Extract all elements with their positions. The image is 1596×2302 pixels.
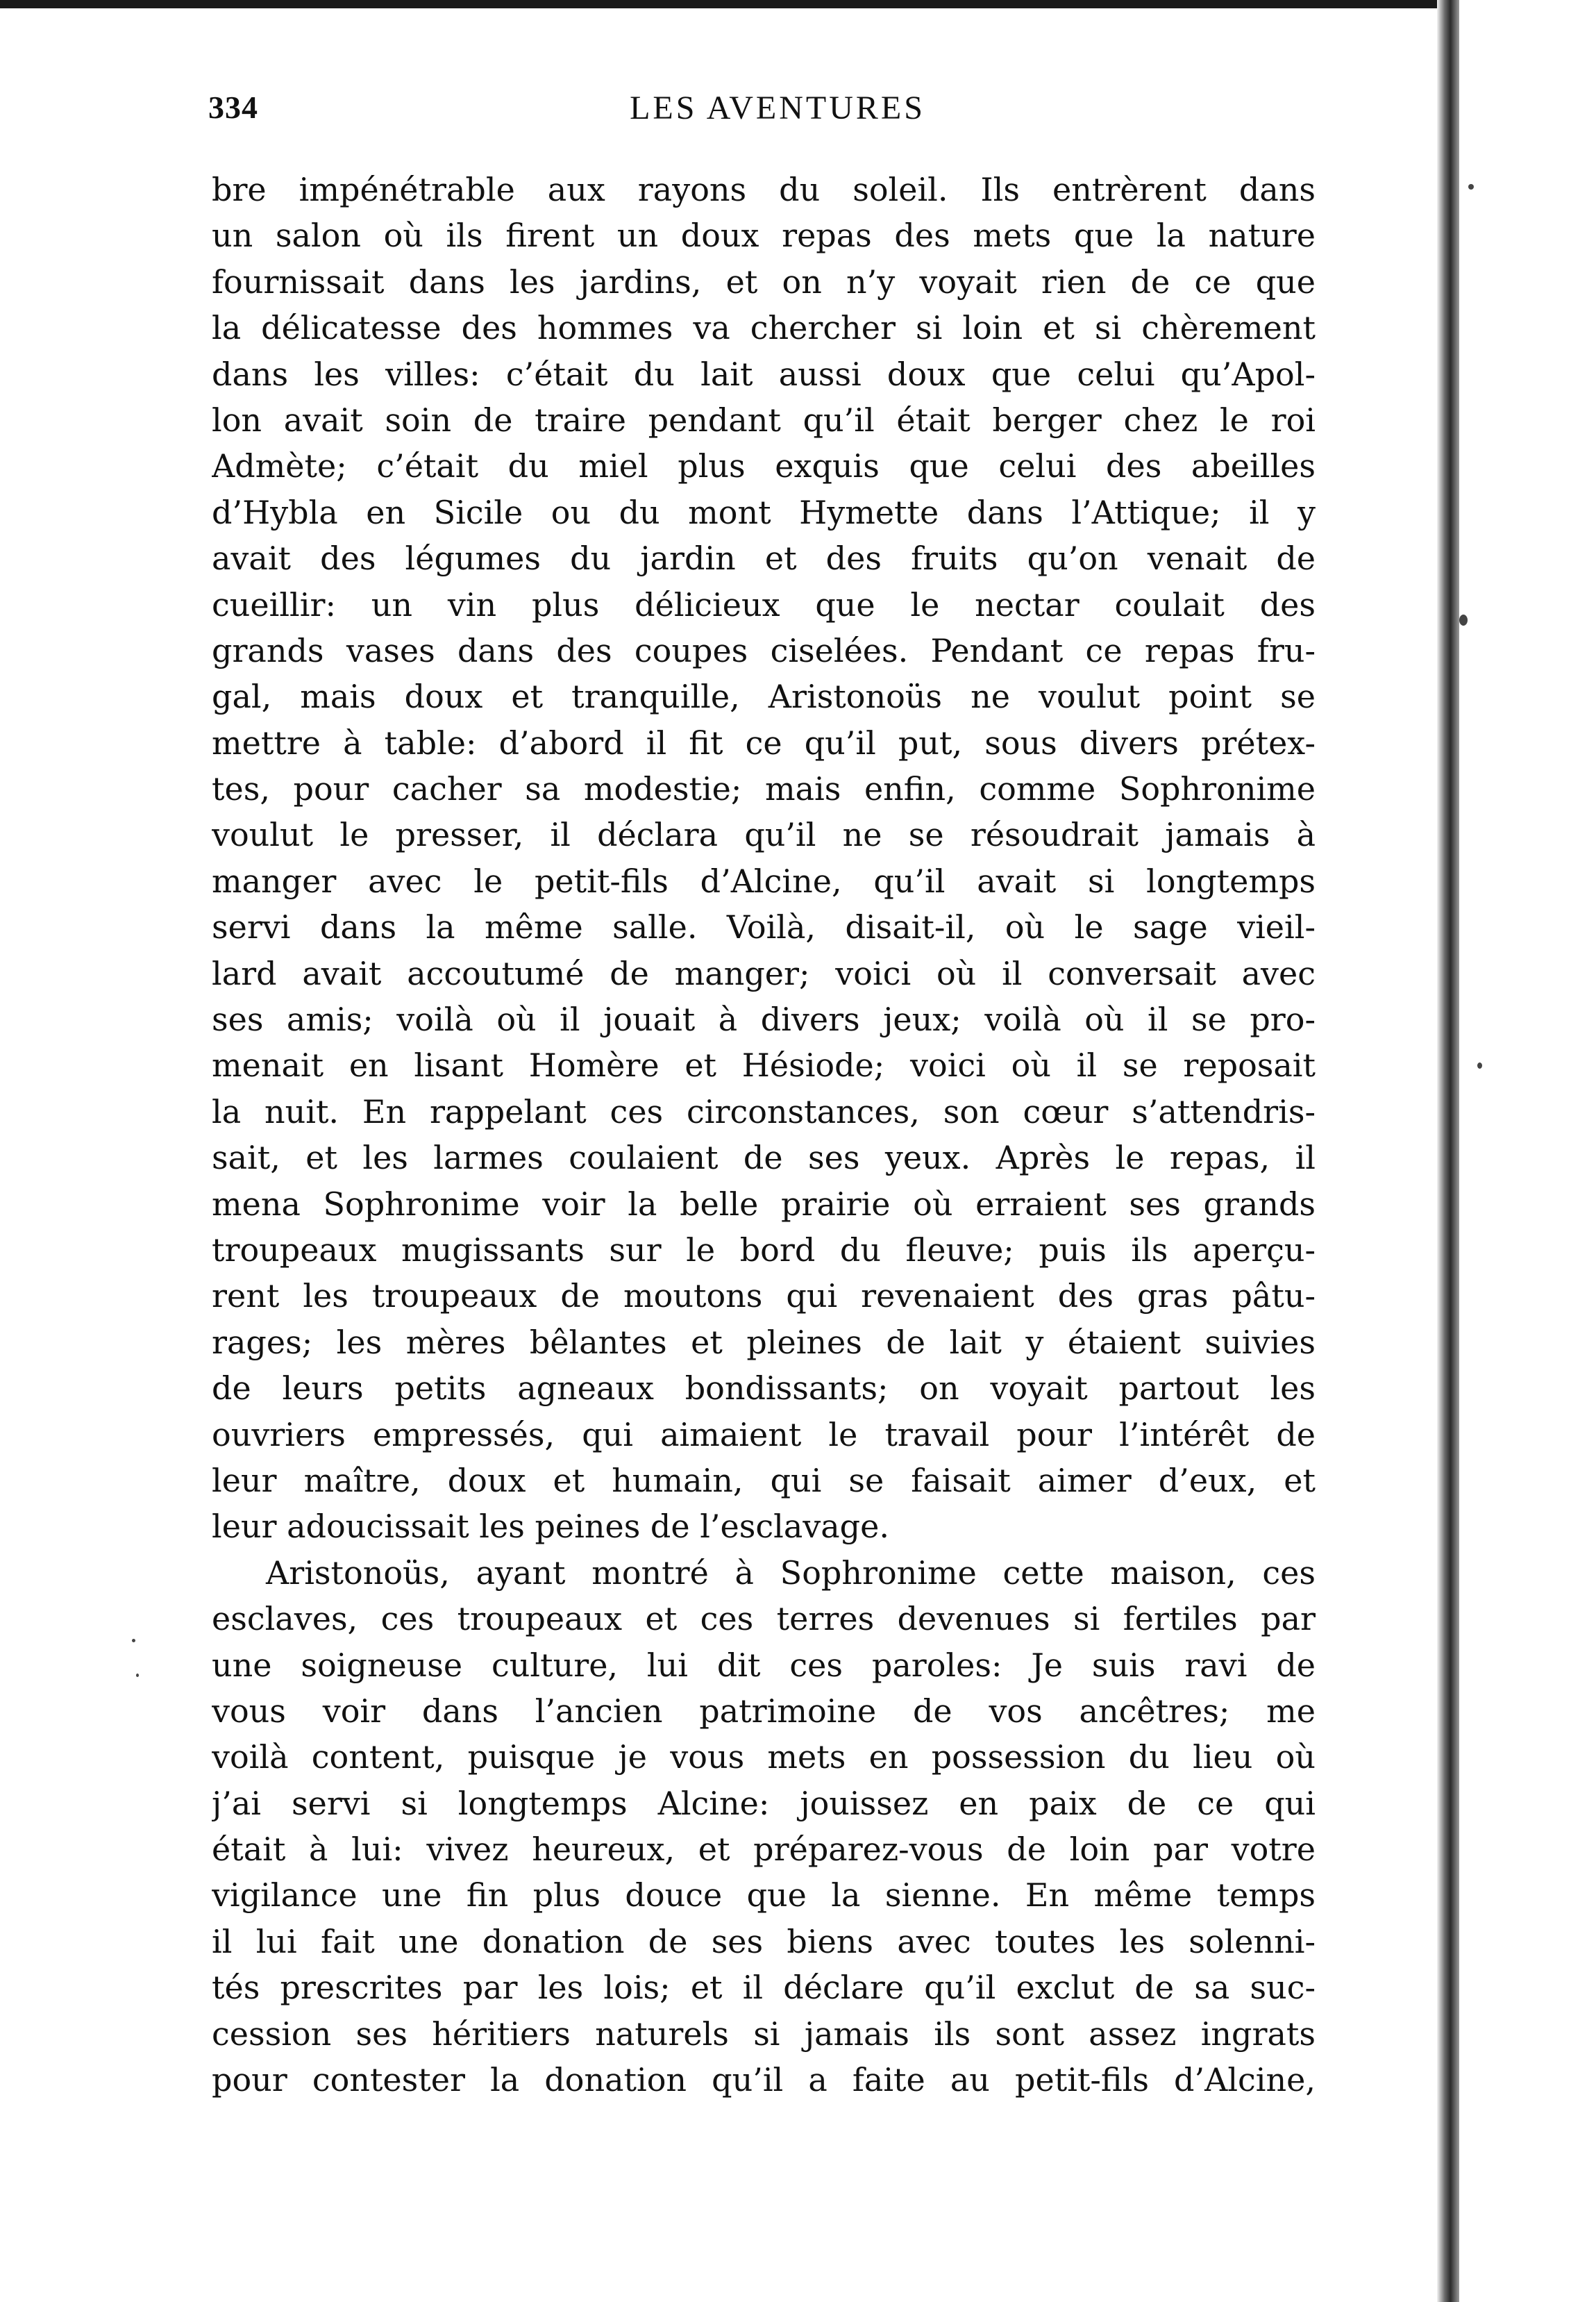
- text-line: dans les villes: c’était du lait aussi doux que celui qu’Apol-: [212, 355, 1316, 393]
- text-line: de leurs petits agneaux bondissants; on voyait partout les: [212, 1369, 1316, 1408]
- scan-top-edge: [0, 0, 1596, 8]
- text-line: tes, pour cacher sa modestie; mais enfin, comme Sophronime: [212, 770, 1316, 808]
- text-line: leur adoucissait les peines de l’esclavage.: [212, 1508, 889, 1546]
- scan-speck: [1468, 184, 1474, 190]
- text-line: vigilance une fin plus douce que la sienne. En même temps: [212, 1876, 1316, 1915]
- text-line: lard avait accoutumé de manger; voici où il conversait avec: [212, 954, 1316, 992]
- text-line: manger avec le petit-fils d’Alcine, qu’il avait si longtemps: [212, 862, 1316, 900]
- text-line: gal, mais doux et tranquille, Aristonoüs ne voulut point se: [212, 678, 1316, 716]
- text-line: grands vases dans des coupes ciselées. Pendant ce repas fru-: [212, 631, 1316, 669]
- text-line: rent les troupeaux de moutons qui revenaient des gras pâtu-: [212, 1277, 1316, 1315]
- text-line: d’Hybla en Sicile ou du mont Hymette dans l’Attique; il y: [212, 493, 1316, 531]
- text-line: servi dans la même salle. Voilà, disait-il, où le sage vieil-: [212, 908, 1316, 946]
- text-line: était à lui: vivez heureux, et préparez-vous de loin par votre: [212, 1830, 1316, 1869]
- text-line: menait en lisant Homère et Hésiode; voici où il se reposait: [212, 1046, 1316, 1085]
- text-line: avait des légumes du jardin et des fruits qu’on venait de: [212, 540, 1316, 578]
- text-line: voulut le presser, il déclara qu’il ne se résoudrait jamais à: [212, 816, 1316, 854]
- text-line: la délicatesse des hommes va chercher si loin et si chèrement: [212, 309, 1316, 347]
- text-line: Admète; c’était du miel plus exquis que celui des abeilles: [212, 447, 1316, 485]
- text-line: ouvriers empressés, qui aimaient le travail pour l’intérêt de: [212, 1415, 1316, 1453]
- text-line: la nuit. En rappelant ces circonstances, son cœur s’attendris-: [212, 1092, 1316, 1131]
- scan-speck: [136, 1674, 139, 1677]
- text-line: un salon où ils firent un doux repas des mets que la nature: [212, 217, 1316, 255]
- text-line: une soigneuse culture, lui dit ces paroles: Je suis ravi de: [212, 1646, 1316, 1684]
- text-line: voilà content, puisque je vous mets en possession du lieu où: [212, 1738, 1316, 1776]
- running-head: [208, 89, 1347, 137]
- text-line: leur maître, doux et humain, qui se faisait aimer d’eux, et: [212, 1461, 1316, 1499]
- text-line: fournissait dans les jardins, et on n’y voyait rien de ce que: [212, 262, 1316, 301]
- body-text: [212, 167, 1316, 2103]
- text-line: j’ai servi si longtemps Alcine: jouissez en paix de ce qui: [212, 1784, 1316, 1822]
- text-line: esclaves, ces troupeaux et ces terres devenues si fertiles par: [212, 1600, 1316, 1638]
- text-line: mettre à table: d’abord il fit ce qu’il put, sous divers prétex-: [212, 724, 1316, 762]
- page-gutter-shadow: [1437, 0, 1459, 2302]
- text-line: Aristonoüs, ayant montré à Sophronime cette maison, ces: [266, 1553, 1316, 1592]
- text-line: il lui fait une donation de ses biens avec toutes les solenni-: [212, 1922, 1316, 1960]
- scan-speck: [1477, 1062, 1482, 1069]
- text-line: rages; les mères bêlantes et pleines de lait y étaient suivies: [212, 1323, 1316, 1361]
- text-line: troupeaux mugissants sur le bord du fleuve; puis ils aperçu-: [212, 1231, 1316, 1269]
- text-line: bre impénétrable aux rayons du soleil. Ils entrèrent dans: [212, 171, 1316, 208]
- text-line: pour contester la donation qu’il a faite au petit-fils d’Alcine,: [212, 2061, 1316, 2099]
- scan-margin: [1459, 0, 1596, 2302]
- text-line: ses amis; voilà où il jouait à divers jeux; voilà où il se pro-: [212, 1001, 1316, 1039]
- text-line: sait, et les larmes coulaient de ses yeux. Après le repas, il: [212, 1139, 1316, 1177]
- page-number: 334: [208, 90, 258, 125]
- text-line: tés prescrites par les lois; et il déclare qu’il exclut de sa suc-: [212, 1969, 1316, 2007]
- text-line: cueillir: un vin plus délicieux que le nectar coulait des: [212, 585, 1316, 624]
- scan-speck: [1459, 615, 1468, 626]
- running-title: LES AVENTURES: [630, 90, 925, 126]
- scan-speck: [132, 1639, 135, 1642]
- text-line: lon avait soin de traire pendant qu’il était berger chez le roi: [212, 401, 1316, 439]
- text-line: cession ses héritiers naturels si jamais ils sont assez ingrats: [212, 2015, 1316, 2053]
- text-line: vous voir dans l’ancien patrimoine de vos ancêtres; me: [212, 1692, 1316, 1730]
- text-line: mena Sophronime voir la belle prairie où erraient ses grands: [212, 1185, 1316, 1223]
